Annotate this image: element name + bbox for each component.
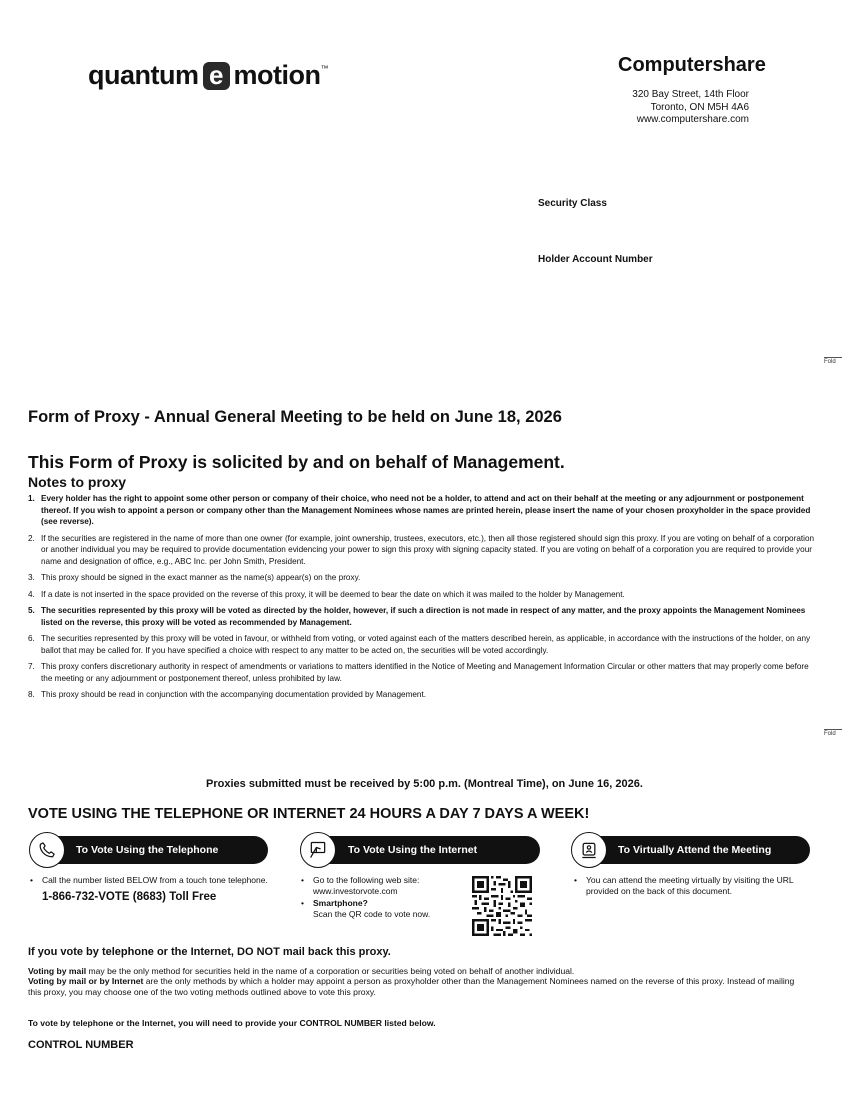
form-title: Form of Proxy - Annual General Meeting to be held on June 18, 2026 [28,408,562,426]
note-item [28,493,818,528]
control-number-label: CONTROL NUMBER [28,1039,134,1051]
note-item [28,533,818,568]
note-number: 5. [28,606,35,615]
holder-account-number-label: Holder Account Number [538,254,653,265]
note-text: Every holder has the right to appoint some other person or company of their choice, who need not be a holder, to attend and act on their behalf at the meeting or any adjournment or postponement thereof. If you wish to appoint a person or company other than the Management Nominees whose names are printed herein, please insert the name of your chosen proxyholder in the space provided (see reverse). [41,494,811,526]
person-screen-icon [571,832,607,868]
logo-trademark: ™ [320,64,328,73]
do-not-mail-notice: If you vote by telephone or the Internet, DO NOT mail back this proxy. [28,946,391,958]
note-item [28,572,818,584]
notes-list [28,493,818,706]
note-text: If a date is not inserted in the space provided on the reverse of this proxy, it will be deemed to bear the date on which it was mailed to the holder by Management. [41,589,625,599]
note-number: 8. [28,690,35,699]
vote-heading: VOTE USING THE TELEPHONE OR INTERNET 24 HOURS A DAY 7 DAYS A WEEK! [28,806,590,822]
note-text: If the securities are registered in the name of more than one owner (for example, joint ownership, trustees, executors, etc.), then all those registered should sign this proxy. If you are voting on behalf of a corporation or another individual you may be required to provide documentation evidencing your power to sign this proxy with signing capacity stated. If you are voting on behalf of a corporation you are required to provide your name and designation of office, e.g., ABC Inc. per John Smith, President. [41,533,815,566]
notes-heading: Notes to proxy [28,474,127,490]
note-number: 1. [28,494,35,503]
note-text: The securities represented by this proxy will be voted as directed by the holder, however, if such a direction is not made in respect of any matter, and the proxy appoints the Management Nominees listed on the reverse, this proxy will be voted as recommended by Management. [41,606,806,627]
fold-mark-top: Fold [824,357,842,365]
note-item [28,605,818,628]
note-text: This proxy confers discretionary authority in respect of amendments or variations to matters identified in the Notice of Meeting and Management Information Circular or other matters that may properly come before the meeting or any adjournment or postponement thereof, unless prohibited by law. [41,662,809,683]
website-intro: Go to the following web site: [313,875,420,885]
note-number: 6. [28,634,35,643]
computershare-address [549,89,749,127]
phone-icon [29,832,65,868]
internet-pill [318,836,540,864]
internet-bullet-website [300,875,470,896]
virtual-pill [588,836,810,864]
website-url[interactable]: www.investorvote.com [313,885,398,896]
note-item [28,689,818,701]
note-text: The securities represented by this proxy will be voted in favour, or withheld from voting, or voted against each of the matters described herein, as applicable, in accordance with the instructions of the holder, on any ballot that may be called for. If you have specified a choice with respect to any matter to be acted on, the securities will be voted accordingly. [41,634,811,655]
note-number: 2. [28,533,35,543]
telephone-number: 1-866-732-VOTE (8683) Toll Free [42,890,217,903]
note-number: 7. [28,662,35,671]
mail-bold: Voting by mail [28,966,87,976]
note-item [28,589,818,601]
telephone-title: To Vote Using the Telephone [76,844,219,856]
computershare-logo: Computershare [618,54,766,76]
fold-mark-bottom: Fold [824,729,842,737]
voting-methods-paragraph [28,966,808,997]
proxy-deadline: Proxies submitted must be received by 5:00 p.m. (Montreal Time), on June 16, 2026. [206,778,643,790]
note-item [28,661,818,684]
logo-text-motion: motion [233,60,321,90]
telephone-pill [46,836,268,864]
telephone-instructions [29,875,269,902]
qr-code[interactable] [472,876,532,936]
smartphone-text: Scan the QR code to vote now. [313,908,431,919]
note-number: 3. [28,573,35,582]
mail-text: may be the only method for securities held in the name of a corporation or securities being voted on behalf of another individual. [86,966,575,976]
control-number-instruction: To vote by telephone or the Internet, you will need to provide your CONTROL NUMBER listed below. [28,1018,436,1028]
internet-text: are the only methods by which a holder may appoint a person as proxyholder other than the Management Nominees named on the reverse of this proxy. Instead of mailing this proxy, you may choose one of the two voting methods outlined above to vote this proxy. [28,976,795,997]
logo-text-quantum: quantum [88,60,199,90]
note-text: This proxy should be read in conjunction with the accompanying documentation provided by Management. [41,690,427,699]
smartphone-label: Smartphone? [313,898,368,908]
click-icon [300,832,336,868]
note-number: 4. [28,589,35,599]
internet-bold: Voting by mail or by Internet [28,976,144,987]
address-line-3: www.computershare.com [636,114,749,125]
telephone-bullet: • Call the number listed BELOW from a touch tone telephone. [29,875,269,886]
logo-e-mark: e [203,62,230,90]
address-line-2: Toronto, ON M5H 4A6 [650,101,749,113]
virtual-bullet: • You can attend the meeting virtually by visiting the URL provided on the back of this document. [573,875,805,896]
note-item [28,633,818,656]
internet-bullet-smartphone [300,898,470,919]
quantum-emotion-logo [88,60,328,91]
note-text: This proxy should be signed in the exact manner as the name(s) appear(s) on the proxy. [41,573,361,582]
virtual-title: To Virtually Attend the Meeting [618,844,772,856]
address-line-1: 320 Bay Street, 14th Floor [632,89,749,100]
internet-instructions [300,875,470,921]
security-class-label: Security Class [538,198,607,209]
internet-title: To Vote Using the Internet [348,844,478,856]
virtual-instructions [573,875,805,898]
solicitation-heading: This Form of Proxy is solicited by and on behalf of Management. [28,452,565,472]
